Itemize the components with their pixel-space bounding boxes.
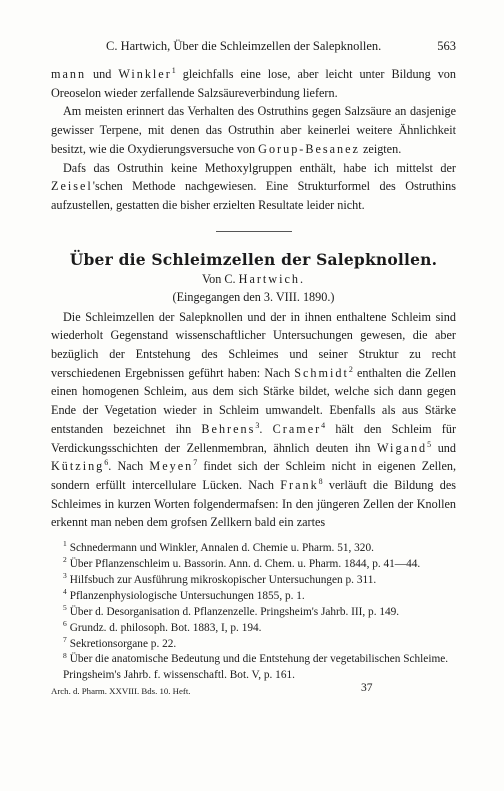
text-run: gleichfalls eine lose, aber leicht unter Bildung von Oreoselon wieder zerfallende Salzsäureverbindung liefern.: [51, 67, 456, 100]
signature-text: Arch. d. Pharm. XXVIII. Bds. 10. Heft.: [51, 686, 191, 697]
footnote-number: 6: [63, 618, 67, 628]
text-run: zeigten.: [359, 141, 402, 156]
intro-paragraph-1: [51, 65, 456, 102]
intro-paragraph-3: [51, 159, 456, 215]
text-run: 'schen Methode nachgewiesen. Eine Strukturformel des Ostruthins aufzustellen, gestatten die bisher erzielten Resultate leider nicht.: [51, 179, 456, 212]
intro-text: [51, 65, 456, 215]
author-name: Cramer: [272, 421, 322, 436]
footnote-text: Über Pflanzenschleim u. Bassorin. Ann. d. Chem. u. Pharm. 1844, p. 41—44.: [69, 557, 421, 570]
byline: [51, 270, 456, 289]
footnote-text: Grundz. d. philosoph. Bot. 1883, I, p. 194.: [69, 621, 262, 634]
article-body: [51, 308, 456, 532]
footnote-number: 1: [63, 539, 67, 549]
section-divider: [216, 231, 292, 232]
received-date: (Eingegangen den 3. VIII. 1890.): [172, 290, 335, 305]
footnote-number: 2: [63, 555, 67, 565]
footnote-number: 7: [63, 634, 67, 644]
footnotes: [51, 541, 456, 684]
author-name: Behrens: [201, 421, 256, 436]
footnote-text: Über die anatomische Bedeutung und die Entstehung der vegetabilischen Schleime. Pringsheim's Jahrb. f. wissenschaftl. Bot. V, p. 161.: [63, 653, 449, 682]
footnote: [51, 652, 456, 684]
footnote-ref: 1: [171, 65, 176, 75]
footnote-ref: 2: [348, 364, 353, 374]
footnote: [51, 602, 456, 621]
footnote-text: Über d. Desorganisation d. Pflanzenzelle. Pringsheim's Jahrb. III, p. 149.: [69, 605, 400, 618]
byline-prefix: Von C.: [201, 271, 239, 286]
author-name: Meyen: [149, 459, 194, 474]
footnote-ref: 8: [318, 476, 323, 486]
footnote: [51, 618, 456, 637]
author-name: Winkler: [118, 67, 172, 81]
text-run: Am meisten erinnert das Verhalten des Ostruthins gegen Salzsäure an dasjenige gewisser Terpene, mit denen das Ostruthin aber keinerlei weitere Ähnlichkeit besitzt, wie die Oxydierungsversuche von: [51, 104, 456, 156]
text-run: enthalten die Zellen einen homogenen Schleim, aus dem sich Stärke bildet, welche sich dann gegen Ende der Vegetation wieder in Schleim umwandelt. Ebenfalls als aus Stärke entstanden bezeichnet ihn: [51, 365, 457, 436]
journal-page: [51, 38, 456, 698]
author-name: Zeisel: [51, 179, 93, 194]
footnote-text: Pflanzenphysiologische Untersuchungen 1855, p. 1.: [69, 589, 305, 602]
footnote: [51, 634, 456, 653]
author-name: Wigand: [377, 440, 428, 455]
text-run: findet sich der Schleim nicht in eigenen Zellen, sondern erfüllt intercellulare Lücken. Nach: [51, 459, 456, 492]
author-name: Gorup-Besanez: [258, 141, 360, 156]
footnote-ref: 3: [255, 420, 260, 430]
footnote: [51, 589, 456, 605]
article-title: Über die Schleimzellen der Salepknollen.: [69, 249, 438, 269]
footnote: [51, 557, 456, 573]
footnote-number: 8: [63, 650, 67, 660]
author-name: Kützing: [51, 459, 105, 474]
article-paragraph-1: [51, 308, 456, 532]
intro-paragraph-2: [51, 102, 456, 158]
footnote: [51, 541, 456, 557]
text-run: und: [86, 67, 119, 81]
page-number: 563: [437, 39, 456, 53]
footnote-ref: 7: [193, 458, 198, 468]
footnote-number: 4: [63, 587, 67, 597]
footnote-number: 3: [63, 571, 67, 581]
footnote-ref: 6: [104, 458, 109, 468]
footnote-text: Hilfsbuch zur Ausführung mikroskopischer Untersuchungen p. 311.: [69, 573, 377, 586]
byline-author: Hartwich.: [238, 271, 306, 286]
text-run: . Nach: [108, 459, 150, 474]
text-run: und: [431, 440, 456, 455]
text-run: hält den Schleim für Verdickungsschichten der Zellenmembran, ähnlich deuten ihn: [51, 421, 457, 455]
text-run: Dafs das Ostruthin keine Methoxylgruppen enthält, habe ich mittelst der: [63, 160, 456, 175]
text-run: Die Schleimzellen der Salepknollen und der in ihnen enthaltene Schleim sind wiederholt Gegenstand wissenschaftlicher Untersuchungen gewesen, die aber bezüglich der Entstehung des Schleimes und seiner Struktur zu recht verschiedenen Ergebnissen geführt haben: Nach: [51, 309, 456, 380]
footnote-number: 5: [63, 602, 67, 612]
author-name: mann: [51, 67, 87, 81]
text-run: verläuft die Bildung des Schleimes in kurzen Worten folgendermafsen: In den jüngeren Zellen der Knollen erkennt man neben dem grofsen Zellkern bald ein zartes: [51, 477, 456, 530]
text-run: .: [259, 421, 273, 436]
footnote-text: Sekretionsorgane p. 22.: [69, 637, 177, 650]
author-name: Frank: [280, 477, 319, 492]
running-head: [51, 38, 456, 55]
footnote-text: Schnedermann und Winkler, Annalen d. Chemie u. Pharm. 51, 320.: [69, 542, 374, 555]
running-head-title: C. Hartwich, Über die Schleimzellen der Salepknollen.: [106, 39, 382, 53]
footnote: [51, 573, 456, 589]
signature-number: 37: [361, 682, 373, 695]
printer-signature: [51, 684, 456, 698]
footnote-ref: 5: [427, 439, 432, 449]
footnote-ref: 4: [321, 420, 326, 430]
author-name: Schmidt: [294, 365, 349, 380]
